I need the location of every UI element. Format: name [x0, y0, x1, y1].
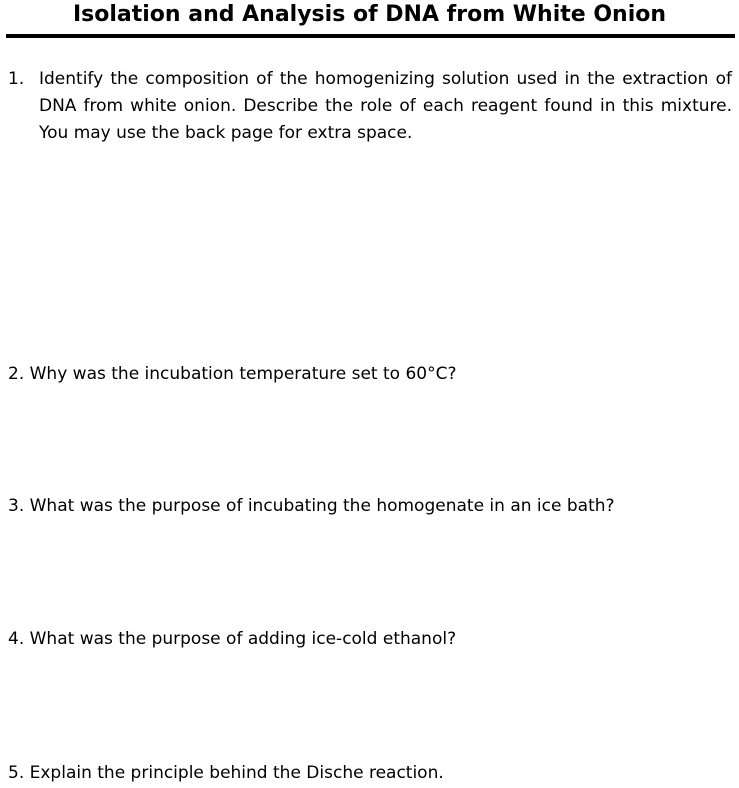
question-number: 1.: [8, 69, 25, 89]
question-3: 3. What was the purpose of incubating the homogenate in an ice bath?: [8, 496, 615, 516]
title-underline: [6, 34, 735, 38]
question-body: [39, 66, 732, 147]
question-line: DNA from white onion. Describe the role of each reagent found in this mixture.: [39, 96, 732, 116]
question-4: 4. What was the purpose of adding ice-cold ethanol?: [8, 629, 457, 649]
question-2: 2. Why was the incubation temperature set to 60°C?: [8, 364, 457, 384]
question-line: Identify the composition of the homogenizing solution used in the extraction of: [39, 69, 732, 89]
question-line: You may use the back page for extra space.: [39, 123, 413, 143]
page-title: Isolation and Analysis of DNA from White Onion: [72, 2, 667, 27]
question-5: 5. Explain the principle behind the Dische reaction.: [8, 763, 444, 783]
